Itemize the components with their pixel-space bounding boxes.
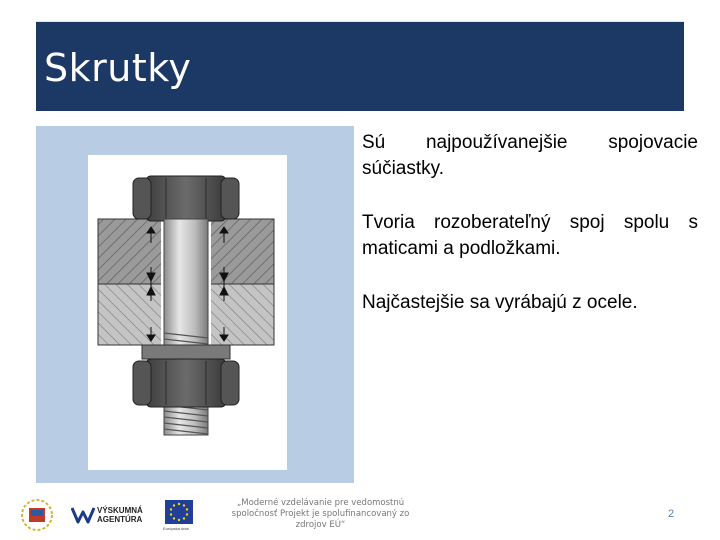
bullet-item: Sú najpoužívanejšie spojovacie súčiastky. xyxy=(362,132,698,179)
research-agency-logo-text: VÝSKUMNÁ AGENTÚRA xyxy=(97,506,143,524)
bullet-list xyxy=(362,130,698,344)
title-bar xyxy=(36,21,684,111)
eu-flag-icon xyxy=(165,500,193,524)
eu-flag-caption: Európska únia xyxy=(163,526,189,531)
project-funding-text: „Moderné vzdelávanie pre vedomostnú spoločnosť Projekt je spolufinancovaný zo zdrojov EÚ“ xyxy=(231,498,410,530)
bolt-picture-panel xyxy=(36,126,354,483)
school-emblem-logo xyxy=(19,498,55,532)
bullet-item: Tvoria rozoberateľný spoj spolu s maticami a podložkami. xyxy=(362,212,698,259)
bolt-joint-illustration xyxy=(88,155,287,470)
research-agency-logo-mark xyxy=(71,504,95,526)
bullet-item: Najčastejšie sa vyrábajú z ocele. xyxy=(362,292,638,313)
footer-logo-strip xyxy=(5,494,423,536)
page-number: 2 xyxy=(668,508,675,520)
slide-title: Skrutky xyxy=(44,46,192,90)
